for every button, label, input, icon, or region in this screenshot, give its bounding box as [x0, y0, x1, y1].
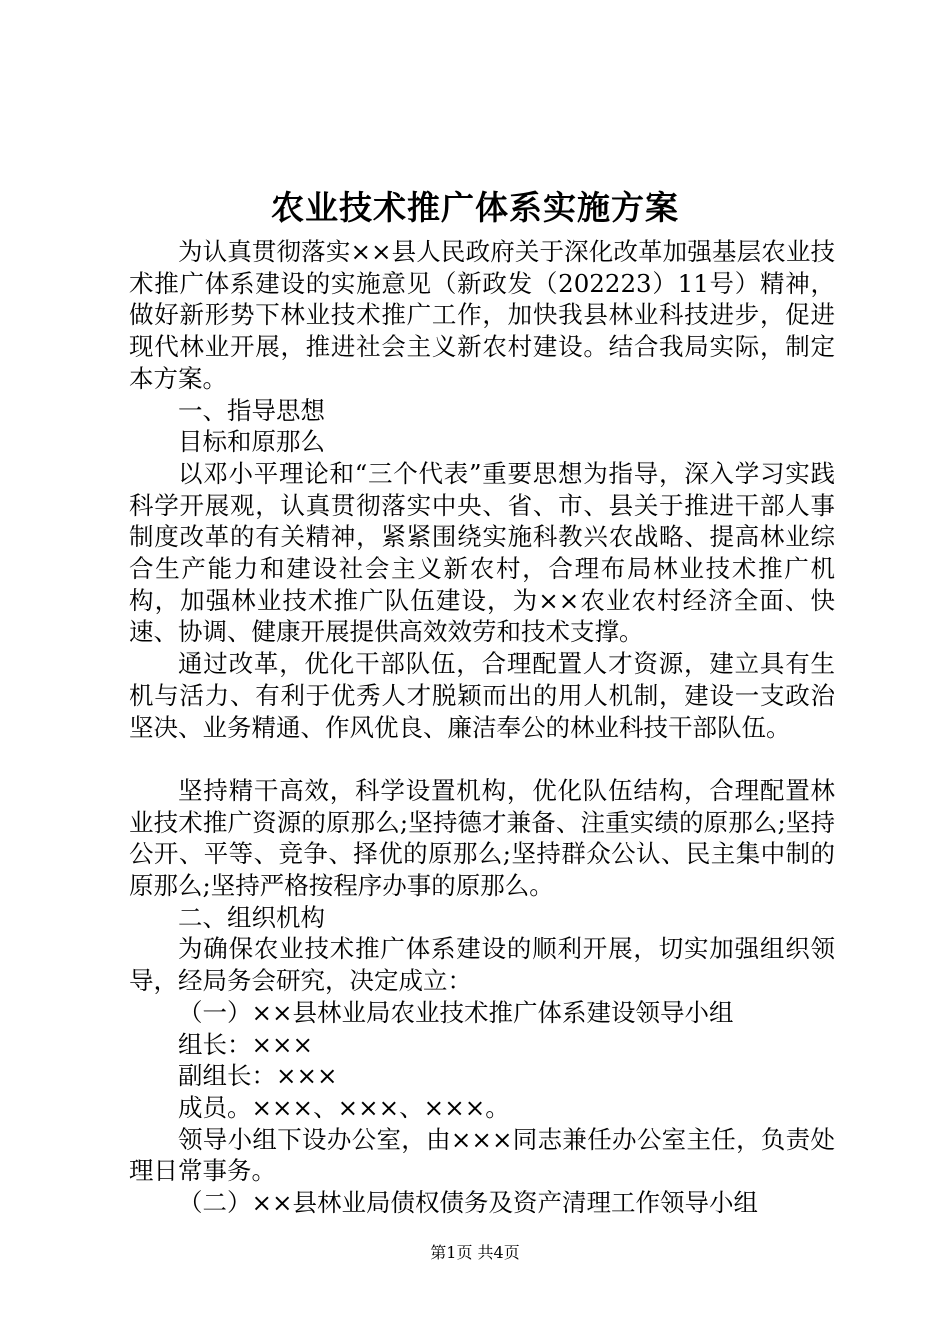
paragraph-reform: 通过改革，优化干部队伍，合理配置人才资源，建立具有生机与活力、有利于优秀人才脱颖而出的用人机制，建设一支政治坚决、业务精通、作风优良、廉洁奉公的林业科技干部队伍。: [129, 649, 835, 742]
section-heading-1: 一、指导思想: [178, 395, 325, 425]
document-title: 农业技术推广体系实施方案: [271, 188, 679, 227]
section-heading-2: 二、组织机构: [178, 902, 325, 932]
subheading-goals: 目标和原那么: [178, 427, 325, 457]
paragraph-office: 领导小组下设办公室，由×××同志兼任办公室主任，负责处理日常事务。: [129, 1124, 835, 1186]
paragraph-intro: 为认真贯彻落实××县人民政府关于深化改革加强基层农业技术推广体系建设的实施意见（新政发（202223）11号）精神，做好新形势下林业技术推广工作，加快我县林业科技进步，促进现代林业开展，推进社会主义新农村建设。结合我局实际，制定本方案。: [129, 237, 835, 393]
list-item-deputy-leader: 副组长：×××: [178, 1061, 338, 1091]
document-body: [129, 236, 835, 1219]
list-item-group-1: （一）××县林业局农业技术推广体系建设领导小组: [178, 997, 734, 1027]
paragraph-principles: 坚持精干高效，科学设置机构，优化队伍结构，合理配置林业技术推广资源的原那么;坚持德才兼备、注重实绩的原那么;坚持公开、平等、竞争、择优的原那么;坚持群众公认、民主集中制的原那么;坚持严格按程序办事的原那么。: [129, 775, 835, 901]
paragraph-organization: 为确保农业技术推广体系建设的顺利开展，切实加强组织领导，经局务会研究，决定成立：: [129, 934, 835, 996]
list-item-leader: 组长：×××: [178, 1029, 314, 1059]
paragraph-guiding: 以邓小平理论和“三个代表”重要思想为指导，深入学习实践科学开展观，认真贯彻落实中央、省、市、县关于推进干部人事制度改革的有关精神，紧紧围绕实施科教兴农战略、提高林业综合生产能力和建设社会主义新农村，合理布局林业技术推广机构，加强林业技术推广队伍建设，为××农业农村经济全面、快速、协调、健康开展提供高效效劳和技术支撑。: [129, 458, 835, 647]
page-footer: 第1页 共4页: [430, 1243, 520, 1262]
list-item-group-2: （二）××县林业局债权债务及资产清理工作领导小组: [178, 1188, 759, 1218]
list-item-members: 成员。×××、×××、×××。: [178, 1092, 510, 1122]
